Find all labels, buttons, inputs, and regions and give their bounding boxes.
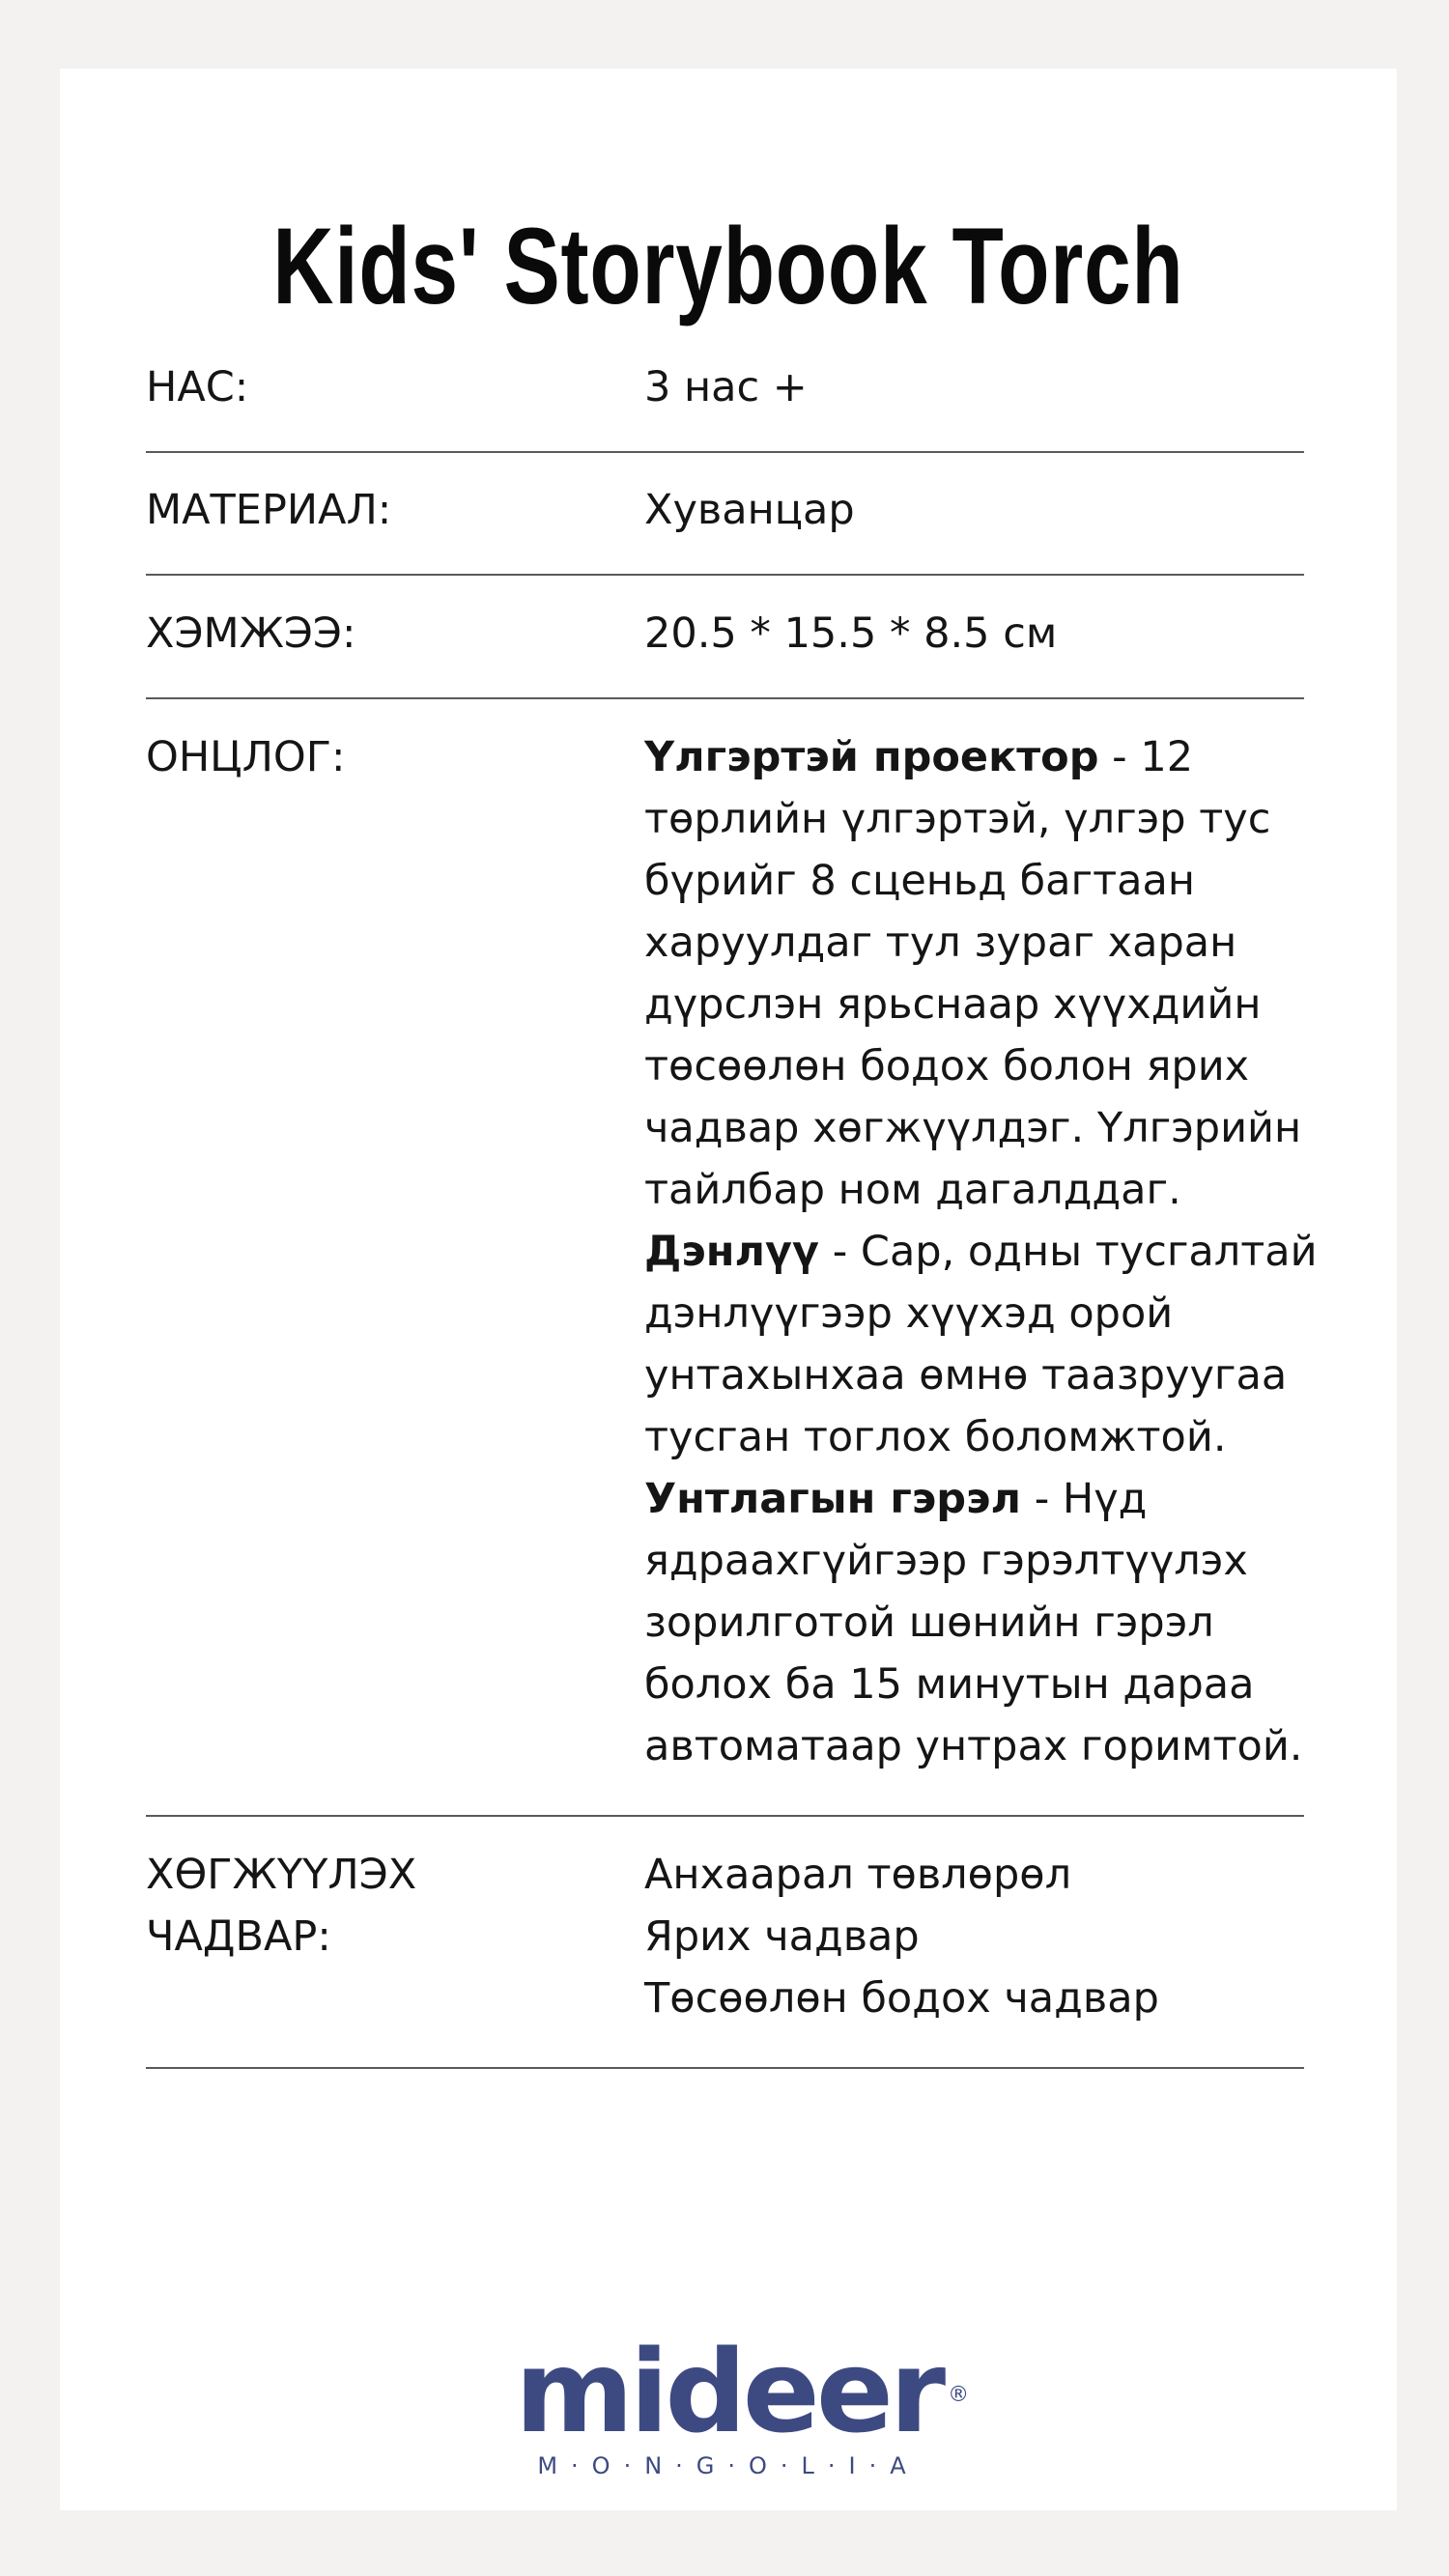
page-title: Kids' Storybook Torch xyxy=(272,206,1184,326)
material-label: МАТЕРИАЛ: xyxy=(146,486,392,534)
skills-value xyxy=(644,1844,1321,2029)
registered-mark: ® xyxy=(948,2383,970,2407)
feature-title: Унтлагын гэрэл xyxy=(644,1475,1022,1523)
features-value xyxy=(644,726,1321,1777)
skill-item: Анхаарал төвлөрөл xyxy=(644,1851,1072,1899)
skill-item: Төсөөлөн бодох чадвар xyxy=(644,1974,1159,2023)
feature-text: - Нүд ядраахгүйгээр гэрэлтүүлэх зорилготой шөнийн гэрэл болох ба 15 минутын дараа автоматаар унтрах горимтой. xyxy=(644,1475,1303,1770)
divider xyxy=(146,451,1304,453)
feature-item xyxy=(644,1468,1321,1777)
feature-title: Дэнлүү xyxy=(644,1228,820,1276)
feature-item xyxy=(644,726,1321,1221)
logo-wordmark xyxy=(514,2325,970,2458)
mideer-logo xyxy=(60,2325,1397,2479)
divider xyxy=(146,2067,1304,2069)
divider xyxy=(146,574,1304,576)
feature-title: Үлгэртэй проектор xyxy=(644,733,1099,781)
logo-subtitle: M·O·N·G·O·L·I·A xyxy=(537,2452,920,2479)
skills-label-line: ЧАДВАР: xyxy=(146,1912,331,1961)
spec-card xyxy=(60,69,1397,2510)
skills-label xyxy=(146,1844,610,1967)
material-value: Хуванцар xyxy=(644,486,855,534)
logo-word: mideer xyxy=(514,2325,943,2458)
divider xyxy=(146,697,1304,699)
age-value: 3 нас + xyxy=(644,363,808,411)
feature-text: - 12 төрлийн үлгэртэй, үлгэр тус бүрийг 8 сценьд багтаан харуулдаг тул зураг харан дүрслэн ярьснаар хүүхдийн төсөөлөн бодох болон ярих чадвар хөгжүүлдэг. Үлгэрийн тайлбар ном дагалддаг. xyxy=(644,733,1302,1214)
feature-text: - Сар, одны тусгалтай дэнлүүгээр хүүхэд орой унтахынхаа өмнө таазруугаа тусган тоглох боломжтой. xyxy=(644,1228,1318,1461)
divider xyxy=(146,1815,1304,1817)
age-label: НАС: xyxy=(146,363,249,411)
features-label: ОНЦЛОГ: xyxy=(146,733,346,781)
skill-item: Ярих чадвар xyxy=(644,1912,920,1961)
size-value: 20.5 * 15.5 * 8.5 см xyxy=(644,609,1058,658)
size-label: ХЭМЖЭЭ: xyxy=(146,609,356,658)
skills-label-line: ХӨГЖҮҮЛЭХ xyxy=(146,1851,417,1899)
feature-item xyxy=(644,1221,1321,1468)
